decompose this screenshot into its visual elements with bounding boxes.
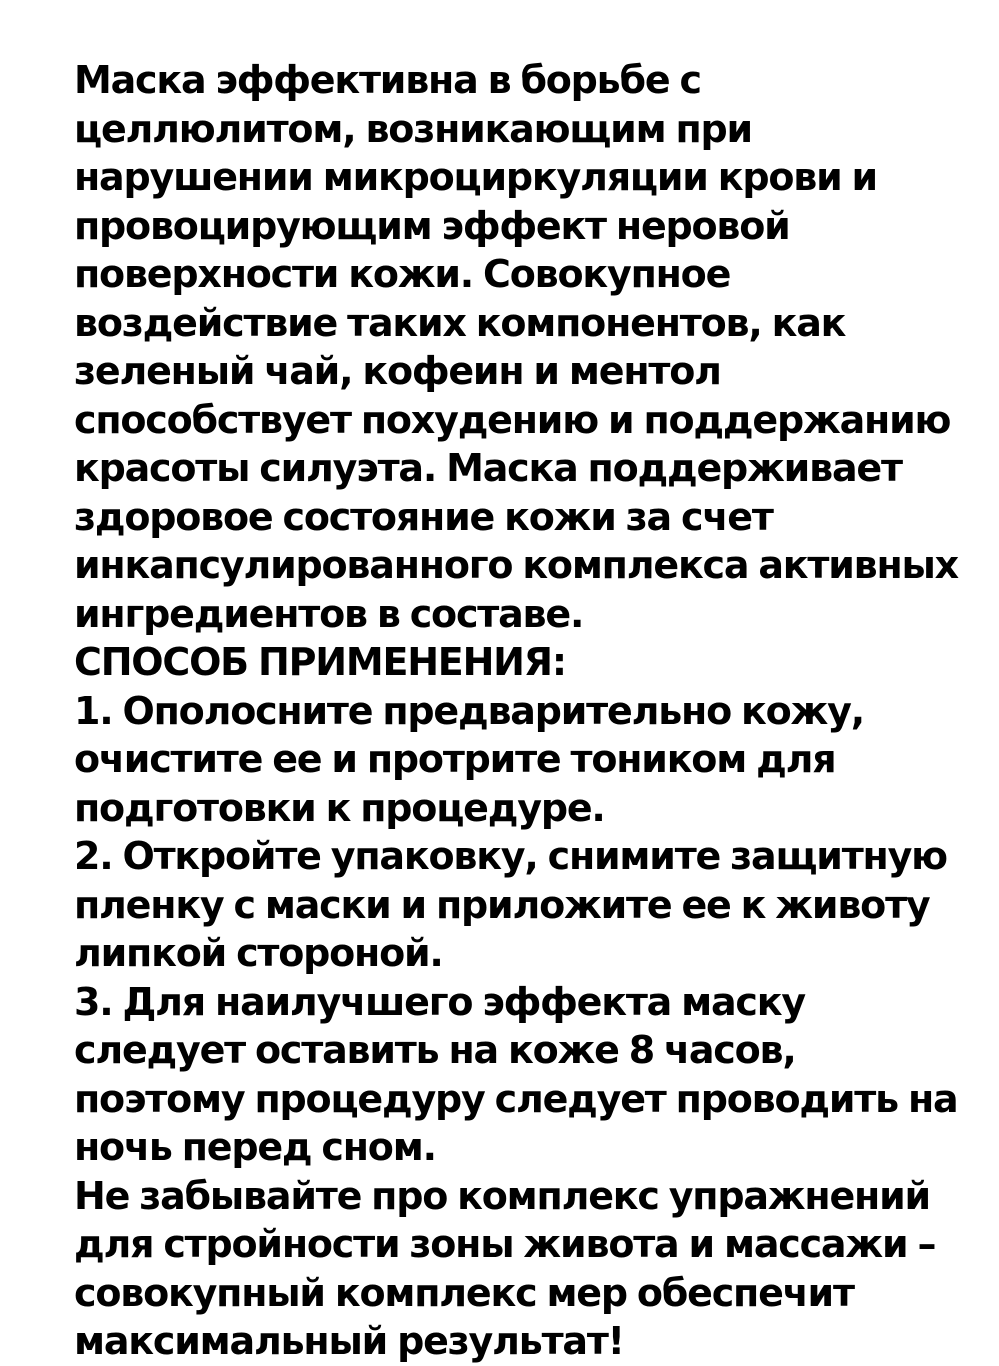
step-3-line: 3. Для наилучшего эффекта маску bbox=[74, 979, 805, 1024]
step-3-line: ночь перед сном. bbox=[74, 1125, 436, 1169]
text-line: целлюлитом, возникающим при bbox=[74, 106, 752, 151]
text-line: поверхности кожи. Совокупное bbox=[74, 252, 731, 296]
text-line: ингредиентов в составе. bbox=[74, 591, 584, 636]
text-line: способствует похудению и поддержанию bbox=[74, 397, 951, 442]
closing-line: совокупный комплекс мер обеспечит bbox=[74, 1270, 854, 1315]
step-2-line: липкой стороной. bbox=[74, 931, 443, 975]
text-line: красоты силуэта. Маска поддерживает bbox=[74, 446, 902, 490]
step-3-line: поэтому процедуру следует проводить на bbox=[74, 1076, 958, 1121]
section-heading: СПОСОБ ПРИМЕНЕНИЯ: bbox=[74, 640, 566, 684]
closing-line: Не забывайте про комплекс упражнений bbox=[74, 1173, 930, 1218]
step-1-line: 1. Ополосните предварительно кожу, bbox=[74, 688, 864, 733]
text-line: воздействие таких компонентов, как bbox=[74, 300, 846, 345]
text-line: нарушении микроциркуляции крови и bbox=[74, 155, 877, 199]
closing-line: для стройности зоны живота и массажи – bbox=[74, 1222, 936, 1266]
step-3-line: следует оставить на коже 8 часов, bbox=[74, 1028, 796, 1072]
text-line: Маска эффективна в борьбе с bbox=[74, 58, 701, 102]
step-1-line: очистите ее и протрите тоником для bbox=[74, 737, 836, 781]
text-line: провоцирующим эффект неровой bbox=[74, 203, 790, 248]
step-1-line: подготовки к процедуре. bbox=[74, 785, 605, 830]
step-2-line: 2. Откройте упаковку, снимите защитную bbox=[74, 834, 947, 878]
text-line: инкапсулированного комплекса активных bbox=[74, 543, 958, 587]
text-line: зеленый чай, кофеин и ментол bbox=[74, 349, 721, 393]
document-body bbox=[74, 56, 958, 1366]
text-line: здоровое состояние кожи за счет bbox=[74, 494, 773, 539]
closing-line: максимальный результат! bbox=[74, 1319, 624, 1363]
step-2-line: пленку с маски и приложите ее к животу bbox=[74, 882, 930, 927]
